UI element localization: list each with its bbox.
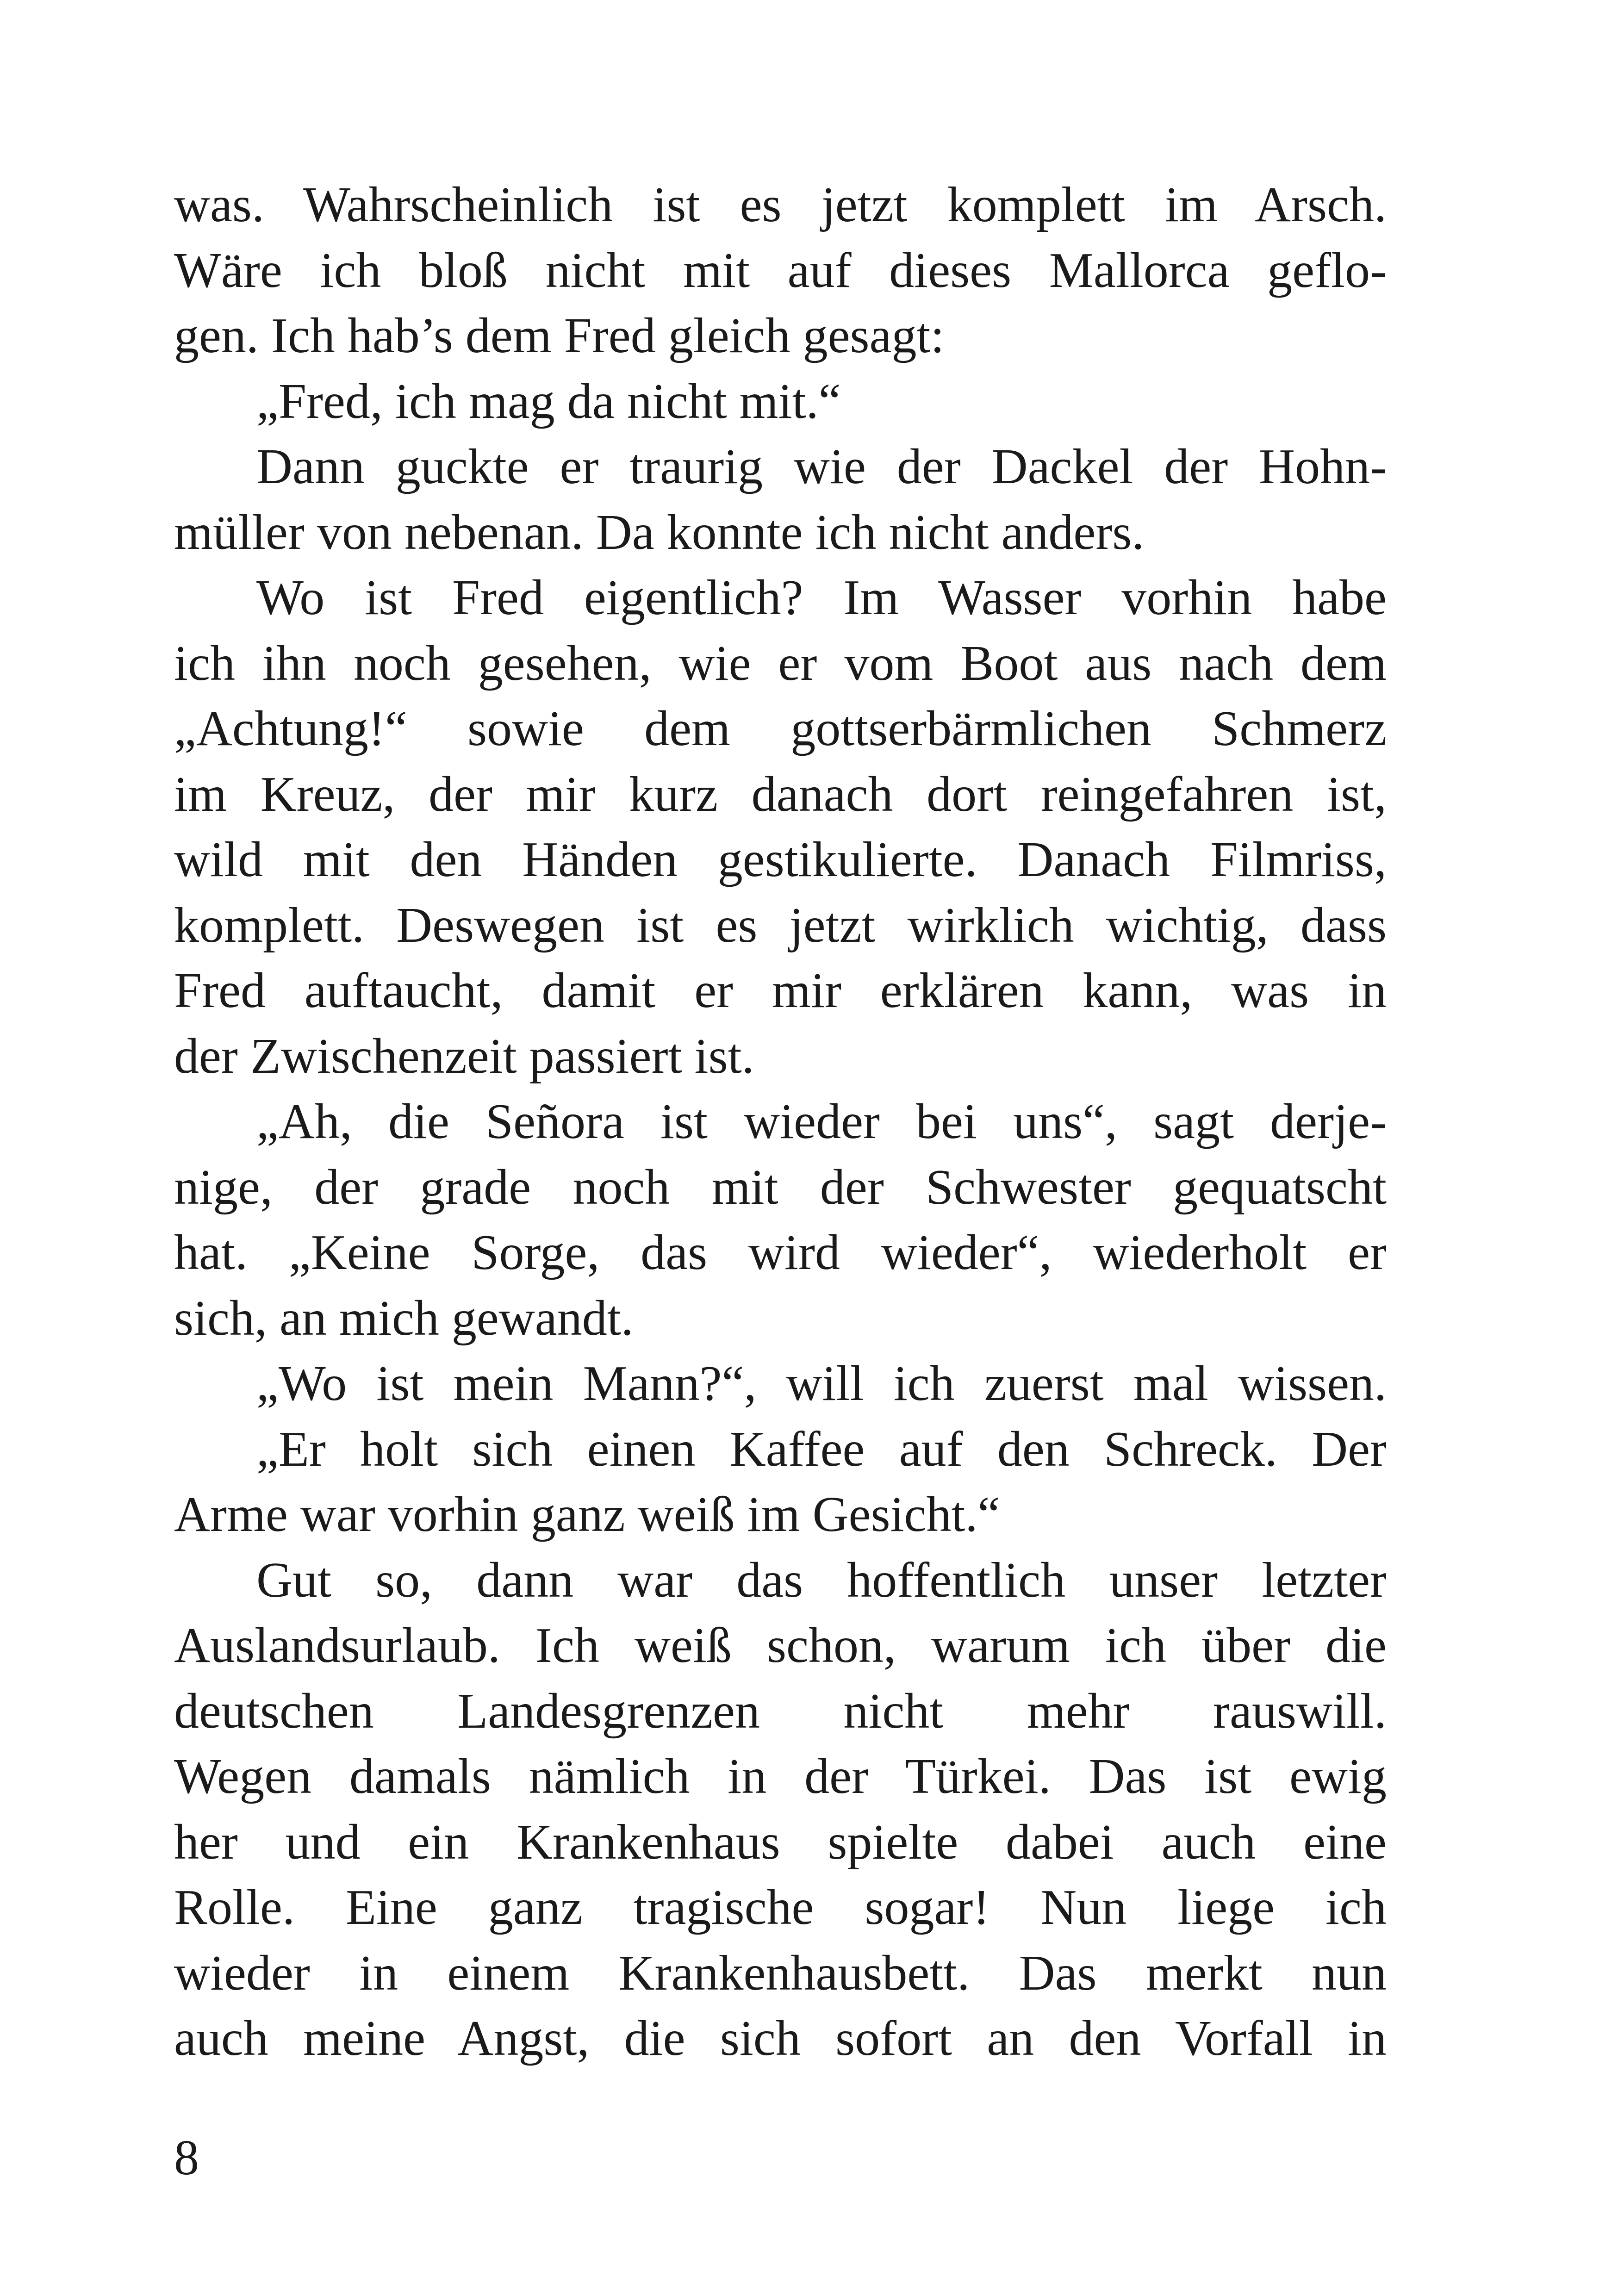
text-line: Auslandsurlaub. Ich weiß schon, warum ich über die <box>174 1618 1387 1673</box>
text-line: Wäre ich bloß nicht mit auf dieses Mallorca geflo- <box>174 243 1387 298</box>
text-line: Arme war vorhin ganz weiß im Gesicht.“ <box>174 1487 1000 1542</box>
text-line: im Kreuz, der mir kurz danach dort reingefahren ist, <box>174 766 1387 822</box>
text-line: auch meine Angst, die sich sofort an den Vorfall in <box>174 2011 1387 2066</box>
text-line: Dann guckte er traurig wie der Dackel der Hohn- <box>256 439 1387 494</box>
text-line: was. Wahrscheinlich ist es jetzt komplett im Arsch. <box>174 177 1387 232</box>
text-line: Rolle. Eine ganz tragische sogar! Nun liege ich <box>174 1880 1387 1935</box>
text-line: „Ah, die Señora ist wieder bei uns“, sagt derje- <box>256 1094 1387 1149</box>
text-line: müller von nebenan. Da konnte ich nicht anders. <box>174 504 1145 560</box>
text-line: Fred auftaucht, damit er mir erklären kann, was in <box>174 963 1387 1018</box>
text-line: her und ein Krankenhaus spielte dabei auch eine <box>174 1814 1387 1870</box>
page-number: 8 <box>174 2130 199 2185</box>
text-line: Gut so, dann war das hoffentlich unser letzter <box>256 1552 1387 1608</box>
text-line: „Fred, ich mag da nicht mit.“ <box>256 373 841 429</box>
text-line: Wegen damals nämlich in der Türkei. Das ist ewig <box>174 1749 1387 1804</box>
text-line: komplett. Deswegen ist es jetzt wirklich wichtig, dass <box>174 897 1387 953</box>
body-text <box>174 172 1387 2072</box>
text-line: der Zwischenzeit passiert ist. <box>174 1028 754 1084</box>
text-line: „Wo ist mein Mann?“, will ich zuerst mal wissen. <box>256 1356 1387 1411</box>
text-line: „Er holt sich einen Kaffee auf den Schreck. Der <box>256 1421 1387 1477</box>
text-line: gen. Ich hab’s dem Fred gleich gesagt: <box>174 308 945 363</box>
text-line: ich ihn noch gesehen, wie er vom Boot aus nach dem <box>174 635 1387 691</box>
text-line: „Achtung!“ sowie dem gottserbärmlichen Schmerz <box>174 701 1387 756</box>
text-line: sich, an mich gewandt. <box>174 1290 634 1346</box>
text-line: Wo ist Fred eigentlich? Im Wasser vorhin habe <box>256 570 1387 625</box>
text-line: hat. „Keine Sorge, das wird wieder“, wiederholt er <box>174 1225 1387 1280</box>
text-line: wild mit den Händen gestikulierte. Danach Filmriss, <box>174 832 1387 887</box>
text-line: deutschen Landesgrenzen nicht mehr rauswill. <box>174 1683 1387 1739</box>
text-line: wieder in einem Krankenhausbett. Das merkt nun <box>174 1945 1387 2001</box>
text-line: nige, der grade noch mit der Schwester gequatscht <box>174 1159 1387 1215</box>
